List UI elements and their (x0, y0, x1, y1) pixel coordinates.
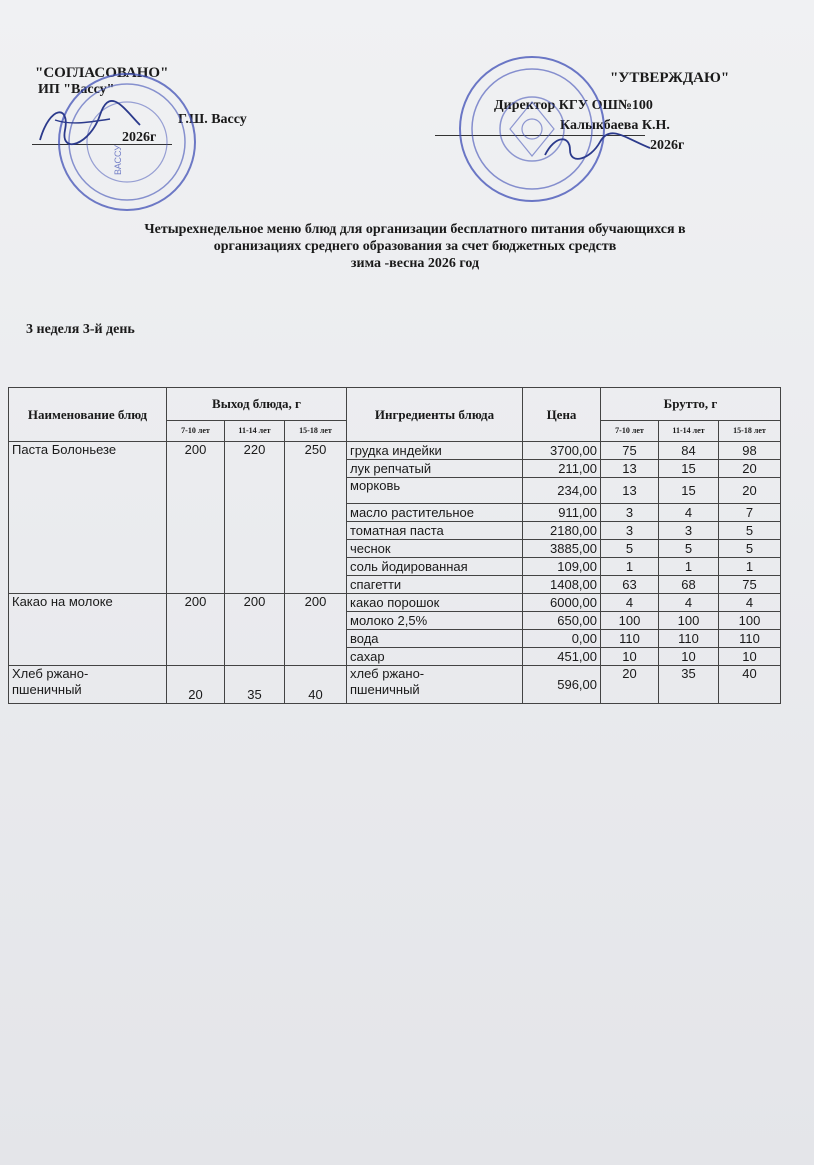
signature-right (540, 130, 660, 165)
ingredient-gross-3: 1 (719, 558, 781, 576)
ingredient-price: 451,00 (523, 648, 601, 666)
ingredient-gross-3: 110 (719, 630, 781, 648)
ingredient-gross-3: 7 (719, 504, 781, 522)
dish-output-3: 250 (285, 442, 347, 594)
ingredient-name: чеснок (347, 540, 523, 558)
ingredient-name: вода (347, 630, 523, 648)
ingredient-name: морковь (347, 478, 523, 504)
ingredient-gross-1: 3 (601, 522, 659, 540)
ingredient-gross-3: 20 (719, 460, 781, 478)
col-output: Выход блюда, г (167, 388, 347, 421)
ingredient-gross-3: 5 (719, 540, 781, 558)
ingredient-gross-2: 4 (659, 504, 719, 522)
ingredient-name: спагетти (347, 576, 523, 594)
dish-output-2: 200 (225, 594, 285, 666)
title-line-3: зима -весна 2026 год (350, 256, 480, 271)
ingredient-gross-2: 10 (659, 648, 719, 666)
dish-output-2: 35 (225, 666, 285, 704)
ingredient-gross-1: 100 (601, 612, 659, 630)
ingredient-gross-3: 4 (719, 594, 781, 612)
svg-text:ВАССУ: ВАССУ (113, 145, 123, 175)
ingredient-price: 0,00 (523, 630, 601, 648)
ingredient-name: лук репчатый (347, 460, 523, 478)
ingredient-price: 596,00 (523, 666, 601, 704)
ingredient-gross-3: 20 (719, 478, 781, 504)
col-dish-name: Наименование блюд (9, 388, 167, 442)
ingredient-gross-1: 13 (601, 460, 659, 478)
ingredient-price: 2180,00 (523, 522, 601, 540)
ingredient-price: 911,00 (523, 504, 601, 522)
ingredient-gross-2: 15 (659, 460, 719, 478)
ingredient-name: грудка индейки (347, 442, 523, 460)
ingredient-name: хлеб ржано- пшеничный (347, 666, 523, 704)
col-gross-age-3: 15-18 лет (719, 421, 781, 442)
ingredient-price: 3885,00 (523, 540, 601, 558)
col-ingredients: Ингредиенты блюда (347, 388, 523, 442)
ingredient-gross-3: 5 (719, 522, 781, 540)
ingredient-gross-3: 100 (719, 612, 781, 630)
approval-right-date: 2026г (650, 138, 685, 153)
approval-right-position: Директор КГУ ОШ№100 (494, 98, 653, 113)
ingredient-price: 3700,00 (523, 442, 601, 460)
table-row (9, 594, 781, 612)
title-line-1: Четырехнедельное меню блюд для организации бесплатного питания обучающихся в (144, 222, 686, 237)
ingredient-gross-2: 68 (659, 576, 719, 594)
dish-output-2: 220 (225, 442, 285, 594)
dish-output-1: 200 (167, 594, 225, 666)
dish-name: Хлеб ржано- пшеничный (9, 666, 167, 704)
ingredient-gross-1: 5 (601, 540, 659, 558)
dish-output-1: 20 (167, 666, 225, 704)
ingredient-gross-2: 100 (659, 612, 719, 630)
col-gross-age-1: 7-10 лет (601, 421, 659, 442)
col-age-1: 7-10 лет (167, 421, 225, 442)
title-line-2: организациях среднего образования за счет бюджетных средств (213, 239, 617, 254)
ingredient-price: 234,00 (523, 478, 601, 504)
dish-name: Паста Болоньезе (9, 442, 167, 594)
dish-output-3: 200 (285, 594, 347, 666)
col-price: Цена (523, 388, 601, 442)
ingredient-price: 109,00 (523, 558, 601, 576)
col-gross: Брутто, г (601, 388, 781, 421)
ingredient-gross-1: 4 (601, 594, 659, 612)
approval-left-org: ИП "Вассу" (38, 82, 115, 97)
ingredient-name: молоко 2,5% (347, 612, 523, 630)
ingredient-gross-2: 84 (659, 442, 719, 460)
table-row (9, 666, 781, 704)
ingredient-gross-3: 40 (719, 666, 781, 704)
ingredient-name: сахар (347, 648, 523, 666)
ingredient-gross-2: 1 (659, 558, 719, 576)
ingredient-gross-3: 10 (719, 648, 781, 666)
ingredient-price: 6000,00 (523, 594, 601, 612)
ingredient-price: 211,00 (523, 460, 601, 478)
ingredient-gross-1: 63 (601, 576, 659, 594)
ingredient-gross-3: 98 (719, 442, 781, 460)
ingredient-gross-2: 35 (659, 666, 719, 704)
ingredient-gross-3: 75 (719, 576, 781, 594)
ingredient-gross-2: 110 (659, 630, 719, 648)
ingredient-gross-2: 4 (659, 594, 719, 612)
week-day-label: 3 неделя 3-й день (26, 322, 135, 337)
ingredient-gross-1: 20 (601, 666, 659, 704)
ingredient-gross-1: 13 (601, 478, 659, 504)
approval-right-heading: "УТВЕРЖДАЮ" (610, 70, 730, 86)
ingredient-price: 1408,00 (523, 576, 601, 594)
ingredient-gross-2: 3 (659, 522, 719, 540)
document-title (40, 221, 790, 272)
approval-left-date: 2026г (122, 130, 157, 145)
ingredient-gross-1: 10 (601, 648, 659, 666)
ingredient-price: 650,00 (523, 612, 601, 630)
signature-left (30, 95, 150, 155)
col-age-2: 11-14 лет (225, 421, 285, 442)
ingredient-name: масло растительное (347, 504, 523, 522)
dish-output-3: 40 (285, 666, 347, 704)
table-row (9, 442, 781, 460)
ingredient-name: соль йодированная (347, 558, 523, 576)
ingredient-gross-2: 5 (659, 540, 719, 558)
ingredient-gross-1: 3 (601, 504, 659, 522)
approval-left-signer: Г.Ш. Вассу (178, 112, 247, 127)
approval-right-signer: Калыкбаева К.Н. (560, 118, 670, 133)
ingredient-name: томатная паста (347, 522, 523, 540)
ingredient-name: какао порошок (347, 594, 523, 612)
ingredient-gross-1: 110 (601, 630, 659, 648)
ingredient-gross-1: 75 (601, 442, 659, 460)
menu-table (8, 387, 781, 704)
dish-output-1: 200 (167, 442, 225, 594)
ingredient-gross-1: 1 (601, 558, 659, 576)
dish-name: Какао на молоке (9, 594, 167, 666)
ingredient-gross-2: 15 (659, 478, 719, 504)
col-gross-age-2: 11-14 лет (659, 421, 719, 442)
col-age-3: 15-18 лет (285, 421, 347, 442)
approval-left-heading: "СОГЛАСОВАНО" (35, 65, 169, 81)
